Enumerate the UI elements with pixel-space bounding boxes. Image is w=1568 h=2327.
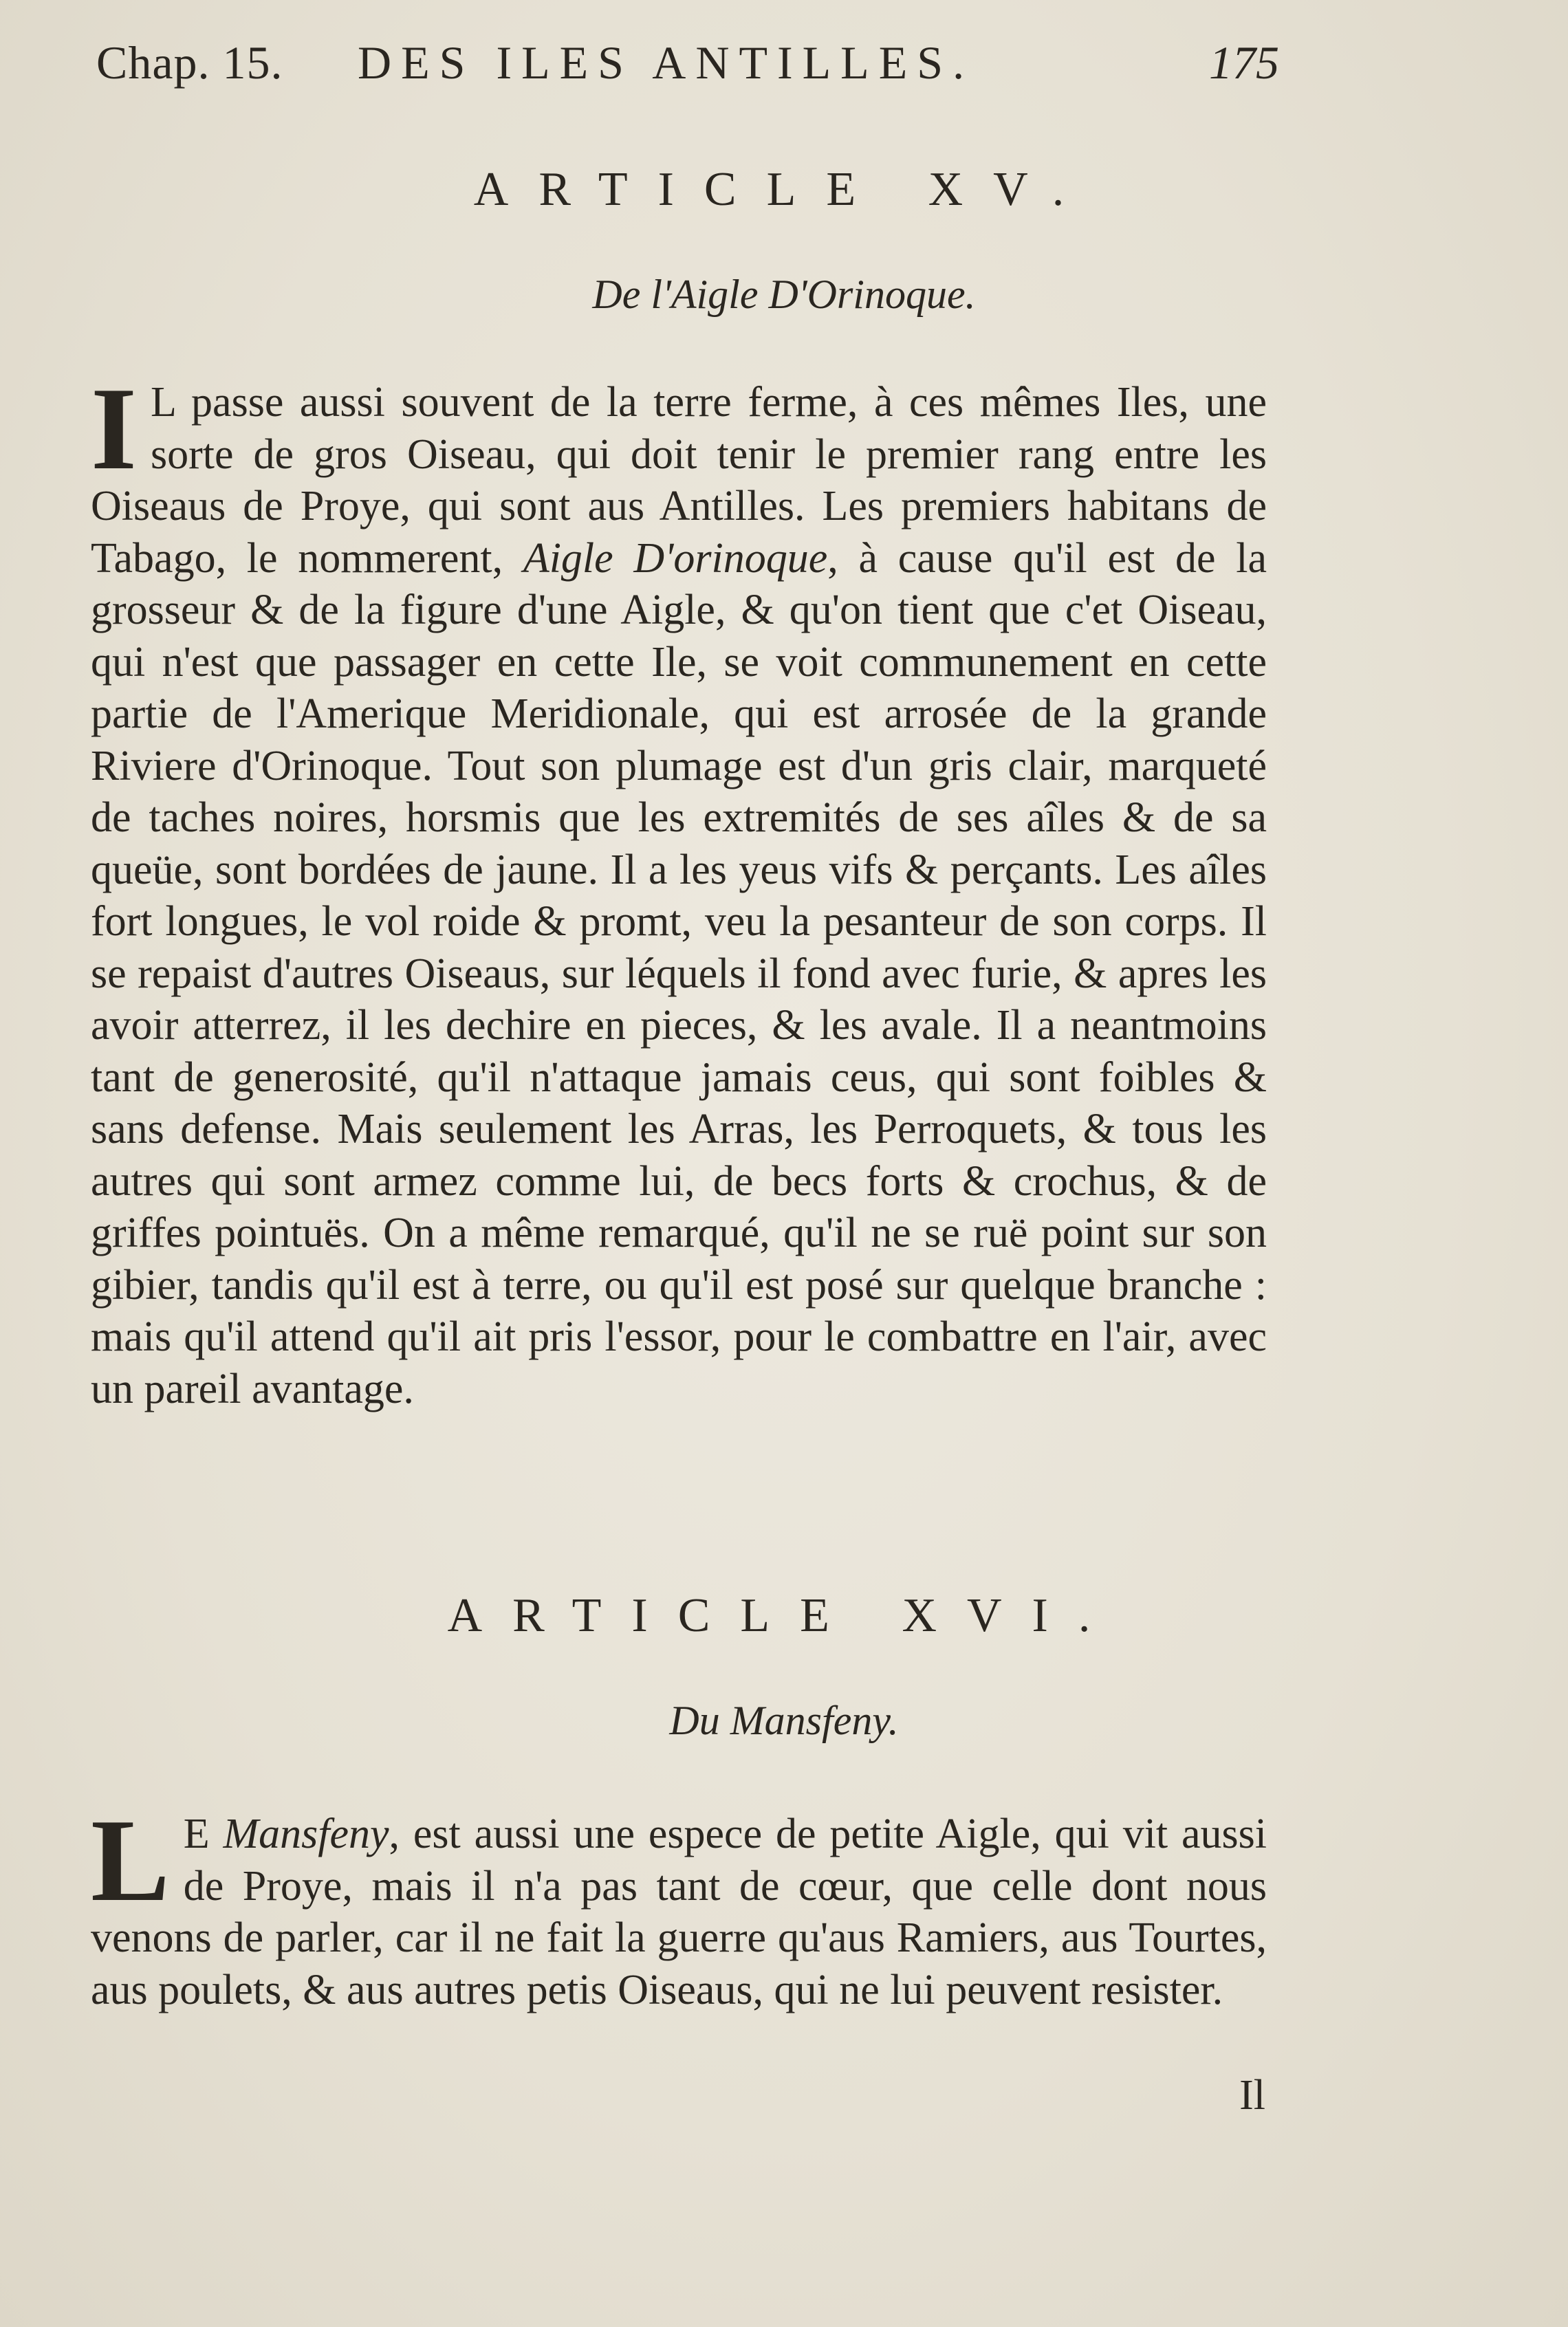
drop-cap: L: [91, 1795, 170, 1926]
article-15-subtitle: De l'Aigle D'Orinoque.: [592, 272, 976, 317]
article-15-text-start: L passe aussi souvent de la terre ferme, à ces mêmes Iles, une sorte de gros Oiseau, qui doit tenir le premier rang entre les Oiseaus de Proye, qui sont aus Antilles. Les premiers habitans de Tabago, le nommerent,: [91, 379, 1267, 582]
page-number: 175: [1209, 36, 1279, 89]
article-16-body: [91, 1795, 1267, 2016]
drop-cap: I: [91, 364, 137, 494]
article-16-text-rest: , est aussi une espece de petite Aigle, qui vit aussi de Proye, mais il n'a pas tant de cœur, que celle dont nous venons de parler, car il ne fait la guerre qu'aus Ramiers, aus Tourtes, aus poulets, & aus autres petis Oiseaus, qui ne lui peuvent resister.: [91, 1811, 1267, 2013]
chapter-label: Chap. 15.: [96, 36, 283, 89]
article-16-emphasis: Mansfeny: [223, 1811, 389, 1857]
article-16-subtitle: Du Mansfeny.: [669, 1698, 899, 1743]
article-15-heading: ARTICLE XV.: [473, 163, 1095, 216]
catchword: Il: [1239, 2072, 1265, 2119]
running-header: [96, 36, 1279, 98]
article-15-emphasis: Aigle D'orinoque: [523, 534, 828, 582]
article-15-body: [91, 364, 1267, 1415]
running-title: DES ILES ANTILLES.: [358, 36, 974, 89]
article-16-heading: ARTICLE XVI.: [447, 1589, 1121, 1642]
article-15-text-rest: , à cause qu'il est de la grosseur & de la figure d'une Aigle, & qu'on tient que c'et Oiseau, qui n'est que passager en cette Ile, se voit communement en cette partie de l'Amerique Meridionale, qui est arrosée de la grande Riviere d'Orinoque. Tout son plumage est d'un gris clair, marqueté de taches noires, horsmis que les extremités de ses aîles & de sa queüe, sont bordées de jaune. Il a les yeus vifs & perçants. Les aîles fort longues, le vol roide & promt, veu la pesanteur de son corps. Il se repaist d'autres Oiseaus, sur léquels il fond avec furie, & apres les avoir atterrez, il les dechire en pieces, & les avale. Il a neantmoins tant de generosité, qu'il n'attaque jamais ceus, qui sont foibles & sans defense. Mais seulement les Arras, les Perroquets, & tous les autres qui sont armez comme lui, de becs forts & crochus, & de griffes pointuës. On a même remarqué, qu'il ne se ruë point sur son gibier, tandis qu'il est à terre, ou qu'il est posé sur quelque branche : mais qu'il attend qu'il ait pris l'essor, pour le combattre en l'air, avec un pareil avantage.: [91, 534, 1267, 1412]
article-16-text-start: E: [183, 1811, 224, 1857]
